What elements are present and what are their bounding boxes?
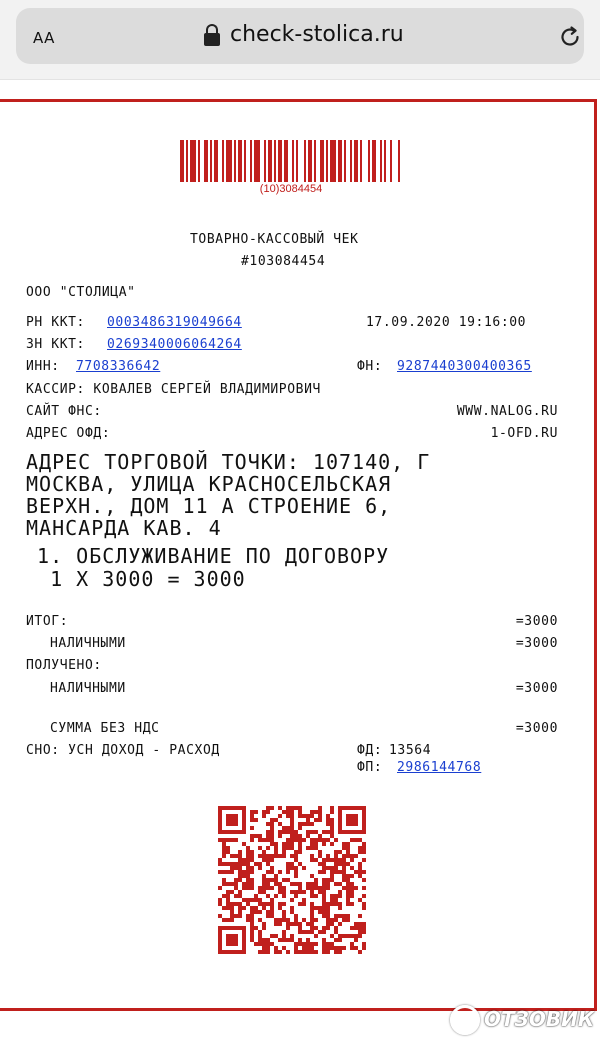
rn-kkt-label: РН ККТ: <box>26 315 85 330</box>
fp-link[interactable]: 2986144768 <box>397 760 482 775</box>
browser-toolbar <box>0 0 600 80</box>
inn-label: ИНН: <box>26 359 60 374</box>
zn-kkt-link[interactable]: 0269340006064264 <box>107 337 242 352</box>
reload-icon[interactable] <box>558 25 582 49</box>
store-address-line-3: ВЕРХН., ДОМ 11 А СТРОЕНИЕ 6, <box>26 494 392 518</box>
receipt-datetime: 17.09.2020 19:16:00 <box>366 315 527 330</box>
fd-label: ФД: <box>357 743 383 758</box>
store-address-line-2: МОСКВА, УЛИЦА КРАСНОСЕЛЬСКАЯ <box>26 472 392 496</box>
receipt-number: #103084454 <box>241 254 326 269</box>
address-bar[interactable] <box>16 8 584 64</box>
barcode <box>180 140 402 182</box>
cash-label: НАЛИЧНЫМИ <box>50 636 126 651</box>
ofd-address-label: АДРЕС ОФД: <box>26 426 111 441</box>
watermark-text: ОТЗОВИК <box>484 1007 595 1031</box>
text-size-button[interactable] <box>33 24 55 49</box>
company-name: ООО "СТОЛИЦА" <box>26 285 136 300</box>
received-label: ПОЛУЧЕНО: <box>26 658 102 673</box>
item-line: 1. ОБСЛУЖИВАНИЕ ПО ДОГОВОРУ <box>24 544 390 568</box>
no-vat-value: =3000 <box>515 721 558 736</box>
received-cash-label: НАЛИЧНЫМИ <box>50 681 126 696</box>
barcode-number: (10)3084454 <box>259 183 323 195</box>
fn-link[interactable]: 9287440300400365 <box>397 359 532 374</box>
tax-system: СНО: УСН ДОХОД - РАСХОД <box>26 743 220 758</box>
item-calc: 1 X 3000 = 3000 <box>24 567 246 591</box>
fns-site: WWW.NALOG.RU <box>456 404 558 419</box>
cash-value: =3000 <box>515 636 558 651</box>
store-address-line-1: АДРЕС ТОРГОВОЙ ТОЧКИ: 107140, Г <box>26 450 431 474</box>
zn-kkt-label: ЗН ККТ: <box>26 337 85 352</box>
received-cash-value: =3000 <box>515 681 558 696</box>
receipt-title: ТОВАРНО-КАССОВЫЙ ЧЕК <box>190 232 359 247</box>
fns-site-label: САЙТ ФНС: <box>26 404 102 419</box>
lock-icon <box>204 24 220 46</box>
store-address-line-4: МАНСАРДА КАВ. 4 <box>26 516 222 540</box>
total-label: ИТОГ: <box>26 614 69 629</box>
fd-value: 13564 <box>389 743 432 758</box>
text-size-label: AA <box>33 29 55 47</box>
ofd-address: 1-OFD.RU <box>490 426 558 441</box>
rn-kkt-link[interactable]: 0003486319049664 <box>107 315 242 330</box>
no-vat-label: СУММА БЕЗ НДС <box>50 721 160 736</box>
fp-label: ФП: <box>357 760 383 775</box>
fn-label: ФН: <box>357 359 383 374</box>
inn-link[interactable]: 7708336642 <box>76 359 161 374</box>
otzovik-watermark <box>448 1000 594 1040</box>
cashier: КАССИР: КОВАЛЕВ СЕРГЕЙ ВЛАДИМИРОВИЧ <box>26 382 321 397</box>
total-value: =3000 <box>515 614 558 629</box>
qr-code <box>218 806 366 954</box>
url-text[interactable]: check-stolica.ru <box>230 22 404 47</box>
otzovik-logo-icon <box>450 1005 480 1035</box>
